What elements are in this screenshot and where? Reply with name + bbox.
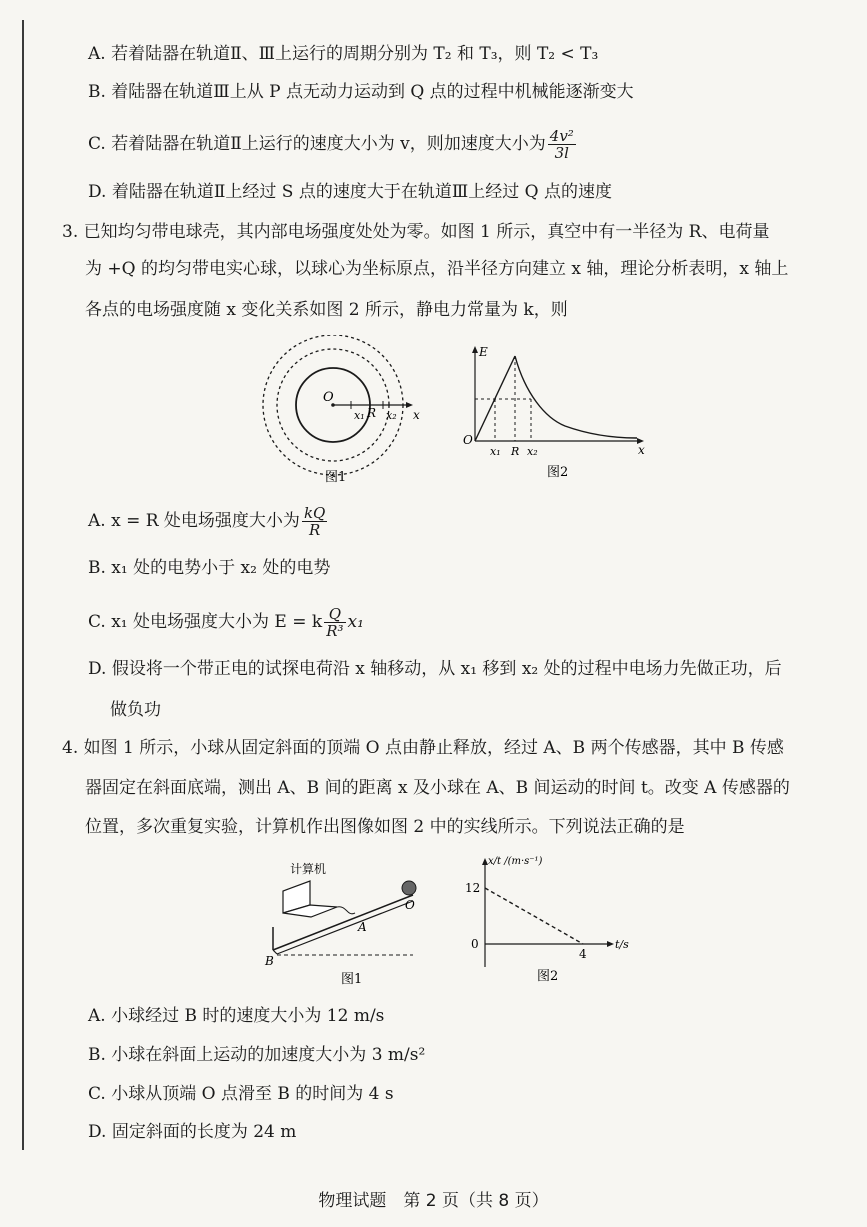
q4-fig1-cable (337, 907, 355, 914)
q3-fig2-label-r: R (511, 445, 520, 458)
q4-option-a: A. 小球经过 B 时的速度大小为 12 m/s (88, 1006, 385, 1026)
q4-fig1-label-a: A (358, 920, 367, 934)
q3-option-c-denominator: R³ (326, 622, 344, 640)
q3-fig2-label-x: x (638, 443, 645, 457)
q3-stem-line-1: 3. 已知均匀带电球壳，其内部电场强度处处为零。如图 1 所示，真空中有一半径为 R、电荷量 (62, 222, 770, 242)
q4-stem-line-2: 器固定在斜面底端，测出 A、B 间的距离 x 及小球在 A、B 间运动的时间 t。改变 A 传感器的 (85, 778, 790, 798)
q3-option-c-fraction (324, 606, 345, 639)
q3-fig1-label-x: x (413, 408, 420, 422)
q2-option-c-numerator: 4v² (549, 127, 574, 145)
q4-fig2-origin-label: 0 (471, 937, 479, 951)
q3-fig1-x-arrow (406, 402, 413, 408)
q3-fig1-label-x1: x₁ (354, 409, 365, 422)
q4-fig2-xlabel: t/s (615, 938, 629, 951)
q4-figure-2 (455, 850, 635, 990)
q2-option-c-denominator: 3l (554, 144, 569, 162)
q3-option-a-numerator: kQ (303, 504, 326, 522)
q3-fig1-caption: 图1 (325, 470, 347, 485)
q3-fig2-caption: 图2 (547, 465, 569, 480)
q4-fig2-caption: 图2 (537, 969, 559, 984)
q4-fig1-label-computer: 计算机 (290, 862, 327, 876)
q3-option-c-numerator: Q (324, 606, 345, 623)
q3-figure-1 (255, 335, 435, 485)
q3-option-b: B. x₁ 处的电势小于 x₂ 处的电势 (88, 558, 331, 578)
q4-fig2-line (485, 888, 583, 944)
margin-line (22, 20, 24, 1150)
q2-option-c-text: C. 若着陆器在轨道Ⅱ上运行的速度大小为 v，则加速度大小为 (88, 134, 546, 154)
q2-option-d: D. 着陆器在轨道Ⅱ上经过 S 点的速度大于在轨道Ⅲ上经过 Q 点的速度 (88, 182, 612, 202)
q4-stem-line-3: 位置，多次重复实验，计算机作出图像如图 2 中的实线所示。下列说法正确的是 (85, 817, 685, 837)
q4-option-d: D. 固定斜面的长度为 24 m (88, 1122, 297, 1142)
q3-fig1-label-o: O (323, 390, 334, 405)
q4-fig2-x-arrow (607, 941, 614, 947)
q3-option-c (88, 606, 364, 639)
q4-fig2-ylabel: x/t /(m·s⁻¹) (488, 856, 543, 867)
q3-option-c-tail: x₁ (347, 612, 364, 632)
q3-option-d-line-2: 做负功 (110, 700, 161, 720)
q4-fig1-caption: 图1 (341, 972, 363, 987)
q3-option-c-text: C. x₁ 处电场强度大小为 E = k (88, 612, 323, 632)
page-footer: 物理试题 第 2 页（共 8 页） (318, 1191, 549, 1211)
q2-option-b: B. 着陆器在轨道Ⅲ上从 P 点无动力运动到 Q 点的过程中机械能逐渐变大 (88, 82, 634, 102)
q4-fig2-x-tick-4: 4 (579, 947, 587, 961)
q3-option-a-text: A. x = R 处电场强度大小为 (88, 511, 300, 531)
q4-fig1-label-o: O (405, 898, 415, 912)
q2-option-c (88, 128, 578, 161)
q3-fig2-label-o: O (463, 433, 473, 447)
q3-fig1-label-x2: x₂ (386, 409, 397, 422)
q3-stem-line-2: 为 +Q 的均匀带电实心球，以球心为坐标原点，沿半径方向建立 x 轴，理论分析表明，x 轴上 (85, 259, 789, 279)
q3-fig2-label-e: E (479, 345, 488, 359)
q3-option-a (88, 505, 329, 538)
q3-figure-2 (455, 338, 655, 483)
q3-option-d-line-1: D. 假设将一个带正电的试探电荷沿 x 轴移动，从 x₁ 移到 x₂ 处的过程中电场力先做正功，后 (88, 659, 782, 679)
q3-option-a-denominator: R (308, 521, 321, 539)
q3-fig2-decay-curve (515, 356, 637, 438)
q4-option-c: C. 小球从顶端 O 点滑至 B 的时间为 4 s (88, 1084, 394, 1104)
q3-fig2-y-arrow (472, 346, 478, 353)
q3-fig2-label-x1: x₁ (490, 445, 501, 458)
q4-option-b: B. 小球在斜面上运动的加速度大小为 3 m/s² (88, 1045, 426, 1065)
q3-fig1-label-r: R (367, 406, 377, 420)
q4-figure-1 (255, 855, 435, 990)
q2-option-a: A. 若着陆器在轨道Ⅱ、Ⅲ上运行的周期分别为 T₂ 和 T₃，则 T₂ < T₃ (88, 44, 599, 64)
q4-fig1-label-b: B (265, 954, 274, 968)
q4-stem-line-1: 4. 如图 1 所示，小球从固定斜面的顶端 O 点由静止释放，经过 A、B 两个传感器，其中 B 传感 (62, 738, 784, 758)
q3-fig2-label-x2: x₂ (527, 445, 538, 458)
q4-fig2-y-tick-12: 12 (465, 881, 481, 895)
q4-fig1-ball (402, 881, 416, 895)
q2-option-c-fraction (548, 128, 576, 161)
q3-option-a-fraction (302, 505, 327, 538)
q3-stem-line-3: 各点的电场强度随 x 变化关系如图 2 所示，静电力常量为 k，则 (85, 300, 568, 320)
